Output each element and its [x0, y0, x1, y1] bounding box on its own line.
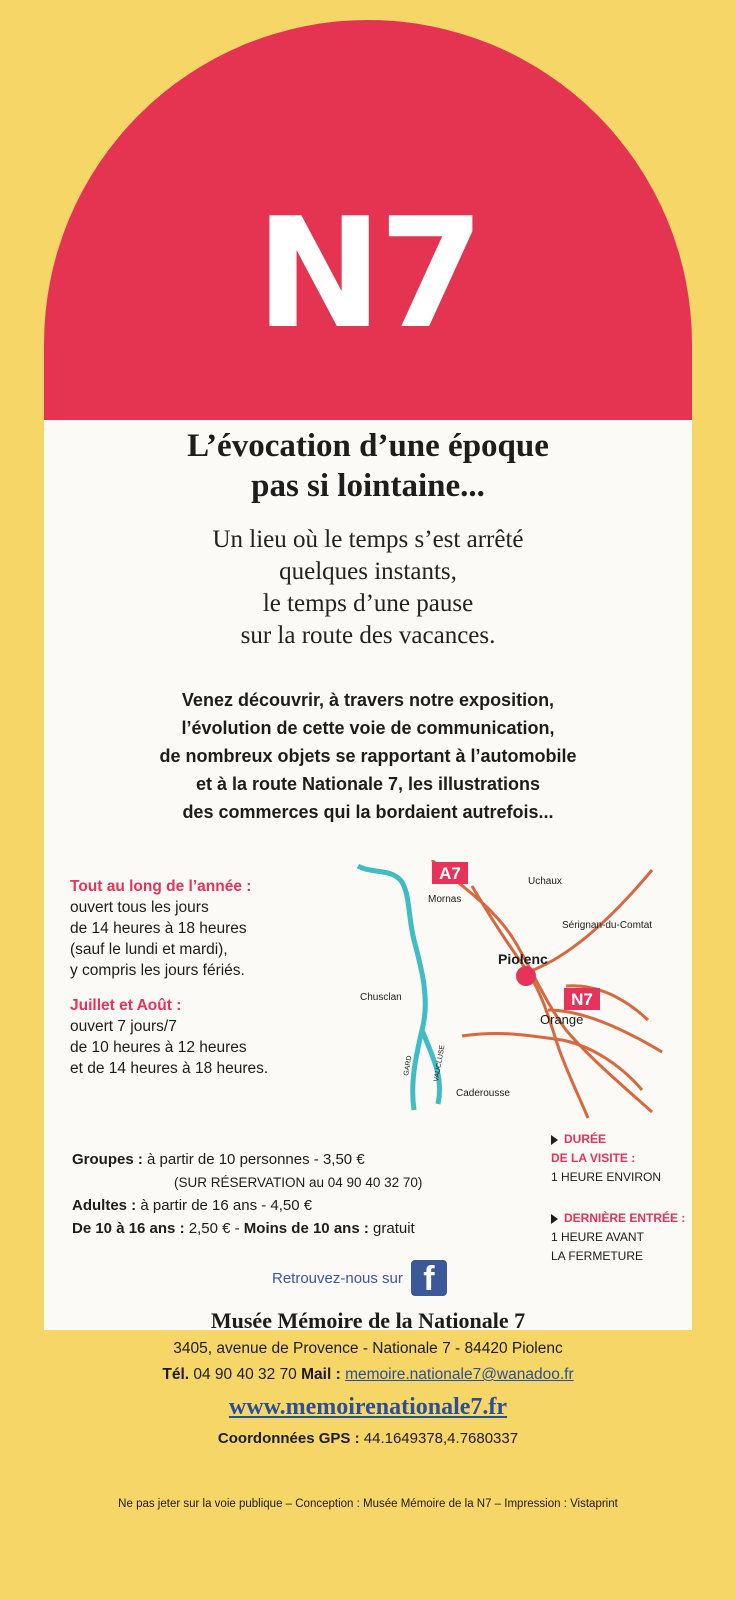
price-value: à partir de 10 personnes - 3,50 €: [147, 1151, 365, 1168]
facebook-text: Retrouvez-nous sur: [272, 1269, 403, 1287]
opening-hours: [70, 876, 350, 1079]
duration-heading: DURÉE: [551, 1130, 691, 1149]
intro-line: l’évolution de cette voie de communication,: [181, 718, 555, 738]
hours-line: de 10 heures à 12 heures: [70, 1039, 247, 1056]
intro-paragraph: [44, 686, 692, 826]
last-entry-value: 1 HEURE AVANT: [551, 1230, 644, 1244]
location-map: [352, 860, 682, 1120]
map-label-caderousse: Caderousse: [456, 1088, 510, 1099]
road-a7: [432, 860, 652, 1112]
intro-line: de nombreux objets se rapportant à l’automobile: [159, 746, 577, 766]
map-label-chusclan: Chusclan: [360, 992, 402, 1003]
hours-line: de 14 heures à 18 heures: [70, 920, 247, 937]
tagline-line: sur la route des vacances.: [240, 622, 496, 649]
map-label-uchaux: Uchaux: [528, 876, 562, 887]
map-label-orange: Orange: [540, 1012, 584, 1027]
last-entry-value: LA FERMETURE: [551, 1249, 644, 1263]
visit-info: [551, 1130, 691, 1266]
price-youth: [72, 1217, 542, 1240]
website-link[interactable]: www.memoirenationale7.fr: [228, 1394, 508, 1420]
hours-line: (sauf le lundi et mardi),: [70, 941, 228, 958]
tel-value: 04 90 40 32 70: [193, 1366, 297, 1383]
mail-label: Mail :: [301, 1366, 341, 1383]
price-label: Moins de 10 ans :: [243, 1220, 369, 1237]
price-reservation: (SUR RÉSERVATION au 04 90 40 32 70): [174, 1175, 423, 1190]
hours-line: ouvert tous les jours: [70, 899, 209, 916]
mail-link[interactable]: memoire.nationale7@wanadoo.fr: [345, 1366, 574, 1383]
price-label: De 10 à 16 ans :: [72, 1220, 185, 1237]
tagline-line: le temps d’une pause: [262, 590, 474, 617]
river-rhone: [358, 866, 425, 1110]
headline-line: L’évocation d’une époque: [187, 428, 549, 464]
gps-label: Coordonnées GPS :: [217, 1430, 360, 1447]
n7-sign-text: N7: [255, 185, 481, 362]
map-label-vaucluse: VAUCLUSE: [433, 1044, 447, 1083]
price-groups: [72, 1148, 542, 1171]
map-label-serignan: Sérignan-du-Comtat: [562, 920, 653, 931]
museum-name: Musée Mémoire de la Nationale 7: [210, 1308, 526, 1333]
bullet-icon: [551, 1135, 558, 1145]
gps-line: [0, 1430, 736, 1447]
hours-line: y compris les jours fériés.: [70, 962, 245, 979]
road-secondary: [462, 1033, 642, 1090]
price-value: 2,50 € -: [188, 1220, 240, 1237]
duration-heading-line2: DE LA VISITE :: [551, 1151, 636, 1165]
facebook-icon[interactable]: f: [411, 1260, 447, 1296]
a7-badge-label: A7: [439, 864, 461, 883]
tagline: [44, 524, 692, 652]
n7-badge-label: N7: [571, 990, 593, 1009]
map-label-mornas: Mornas: [428, 894, 462, 905]
hours-line: ouvert 7 jours/7: [70, 1018, 177, 1035]
hours-line: et de 14 heures à 18 heures.: [70, 1060, 269, 1077]
price-value: gratuit: [373, 1220, 415, 1237]
gps-value: 44.1649378,4.7680337: [363, 1430, 519, 1447]
tagline-line: Un lieu où le temps s’est arrêté: [212, 526, 524, 553]
price-label: Groupes :: [72, 1151, 143, 1168]
legal-notice: Ne pas jeter sur la voie publique – Conception : Musée Mémoire de la N7 – Impression : Vistaprint: [118, 1498, 618, 1510]
intro-line: et à la route Nationale 7, les illustrations: [195, 774, 541, 794]
map-label-piolenc: Piolenc: [498, 951, 548, 967]
price-adults: [72, 1194, 542, 1217]
last-entry-heading: DERNIÈRE ENTRÉE :: [551, 1209, 691, 1228]
summer-heading: Juillet et Août :: [70, 997, 182, 1014]
kilometer-stone: [44, 20, 692, 1320]
museum-address: 3405, avenue de Provence - Nationale 7 - 84420 Piolenc: [173, 1340, 563, 1357]
headline: [44, 426, 692, 506]
intro-line: Venez découvrir, à travers notre exposition,: [181, 690, 555, 710]
headline-line: pas si lointaine...: [251, 468, 485, 504]
bullet-icon: [551, 1214, 558, 1224]
price-value: à partir de 16 ans - 4,50 €: [140, 1197, 313, 1214]
pricing: [72, 1148, 542, 1240]
contact-line: [0, 1366, 736, 1384]
map-label-gard: GARD: [403, 1055, 414, 1077]
year-heading: Tout au long de l’année :: [70, 878, 252, 895]
tel-label: Tél.: [162, 1366, 190, 1383]
intro-line: des commerces qui la bordaient autrefois...: [182, 802, 554, 822]
piolenc-marker: [516, 966, 536, 986]
price-label: Adultes :: [72, 1197, 137, 1214]
facebook-link[interactable]: [272, 1258, 447, 1298]
tagline-line: quelques instants,: [279, 558, 457, 585]
duration-value: 1 HEURE ENVIRON: [551, 1170, 662, 1184]
